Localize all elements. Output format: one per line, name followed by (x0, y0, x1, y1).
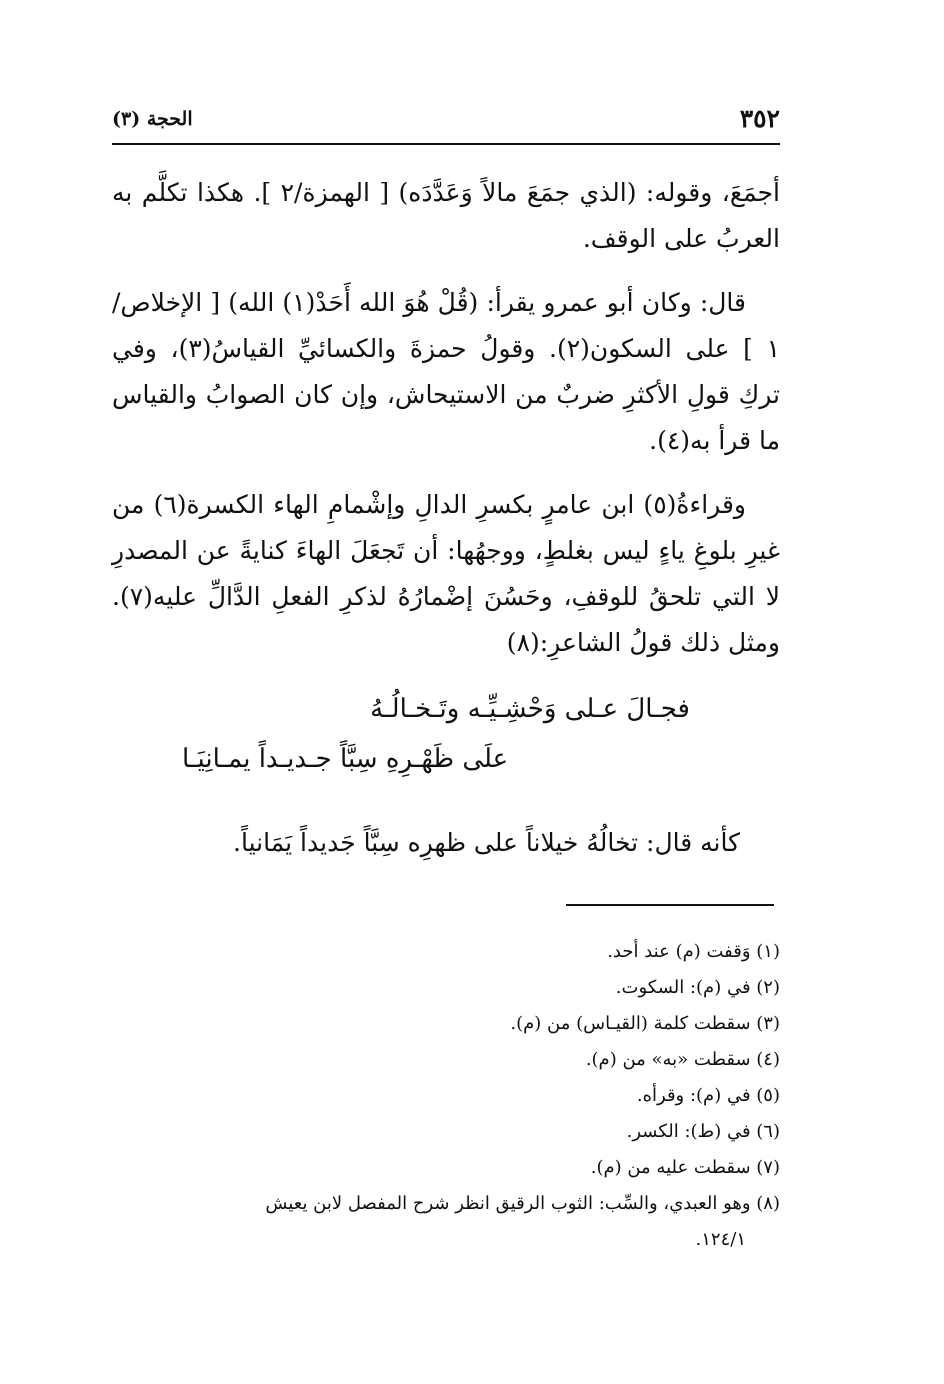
verse-explanation: كأنه قال: تخالُهُ خيلاناً على ظهرِه سِبَّاً جَديداً يَمَانياً. (233, 828, 740, 857)
footnote-4: (٤) سقطت «به» من (م). (585, 1049, 780, 1070)
verse-second-hemistich: علَى ظَهْـرِهِ سِبَّاً جـديـداً يمـانِيَـا (182, 744, 509, 774)
header-rule (112, 143, 780, 145)
running-title: الحجة (٣) (112, 108, 193, 130)
footnote-7: (٧) سقطت عليه من (م). (590, 1157, 780, 1178)
verse-first-hemistich: فجـالَ عـلى وَحْشِـيِّـه وتَـخـالُـهُ (370, 694, 690, 724)
footnote-6: (٦) في (ط): الكسر. (626, 1121, 780, 1142)
paragraph-1: أجمَعَ، وقوله: (الذي جمَعَ مالاً وَعَدَّدَه) [ الهمزة/٢ ]. هكذا تكلَّم به العربُ على الوقف. (112, 178, 780, 253)
footnote-5: (٥) في (م): وقرأه. (636, 1085, 780, 1106)
poetry-verse (112, 684, 780, 784)
footnote-8-continuation: ١٢٤/١. (695, 1229, 746, 1250)
footnote-2: (٢) في (م): السكوت. (615, 977, 780, 998)
main-text (112, 170, 780, 884)
page-header (112, 104, 780, 144)
paragraph-3: وقراءةُ(٥) ابن عامرٍ بكسرِ الدالِ وإشْمامِ الهاء الكسرة(٦) من غيرِ بلوغِ ياءٍ ليس بغلطٍ، ووجهُها: أن تَجعَلَ الهاءَ كنايةً عن المصدرِ لا التي تلحقُ للوقفِ، وحَسُنَ إضْمارُهُ لذكرِ الفعلِ الدَّالِّ عليه(٧). ومثل ذلك قولُ الشاعرِ:(٨) (112, 490, 780, 657)
footnote-1: (١) وَقفت (م) عند أحد. (607, 941, 780, 962)
footnotes (112, 934, 780, 1258)
footnote-8: (٨) وهو العبدي، والسِّب: الثوب الرقيق انظر شرح المفصل لابن يعيش (265, 1193, 780, 1214)
paragraph-2: قال: وكان أبو عمرو يقرأ: (قُلْ هُوَ الله أَحَدْ(١) الله) [ الإخلاص/١ ] على السكون(٢). وقولُ حمزةَ والكسائيِّ القياسُ(٣)، وفي تركِ قولِ الأكثرِ ضربٌ من الاستيحاش، وإن كان الصوابُ والقياس ما قرأ به(٤). (112, 288, 780, 455)
footnote-separator (566, 904, 774, 906)
page-number: ٣٥٢ (739, 104, 780, 133)
footnote-3: (٣) سقطت كلمة (القيـاس) من (م). (510, 1013, 780, 1034)
